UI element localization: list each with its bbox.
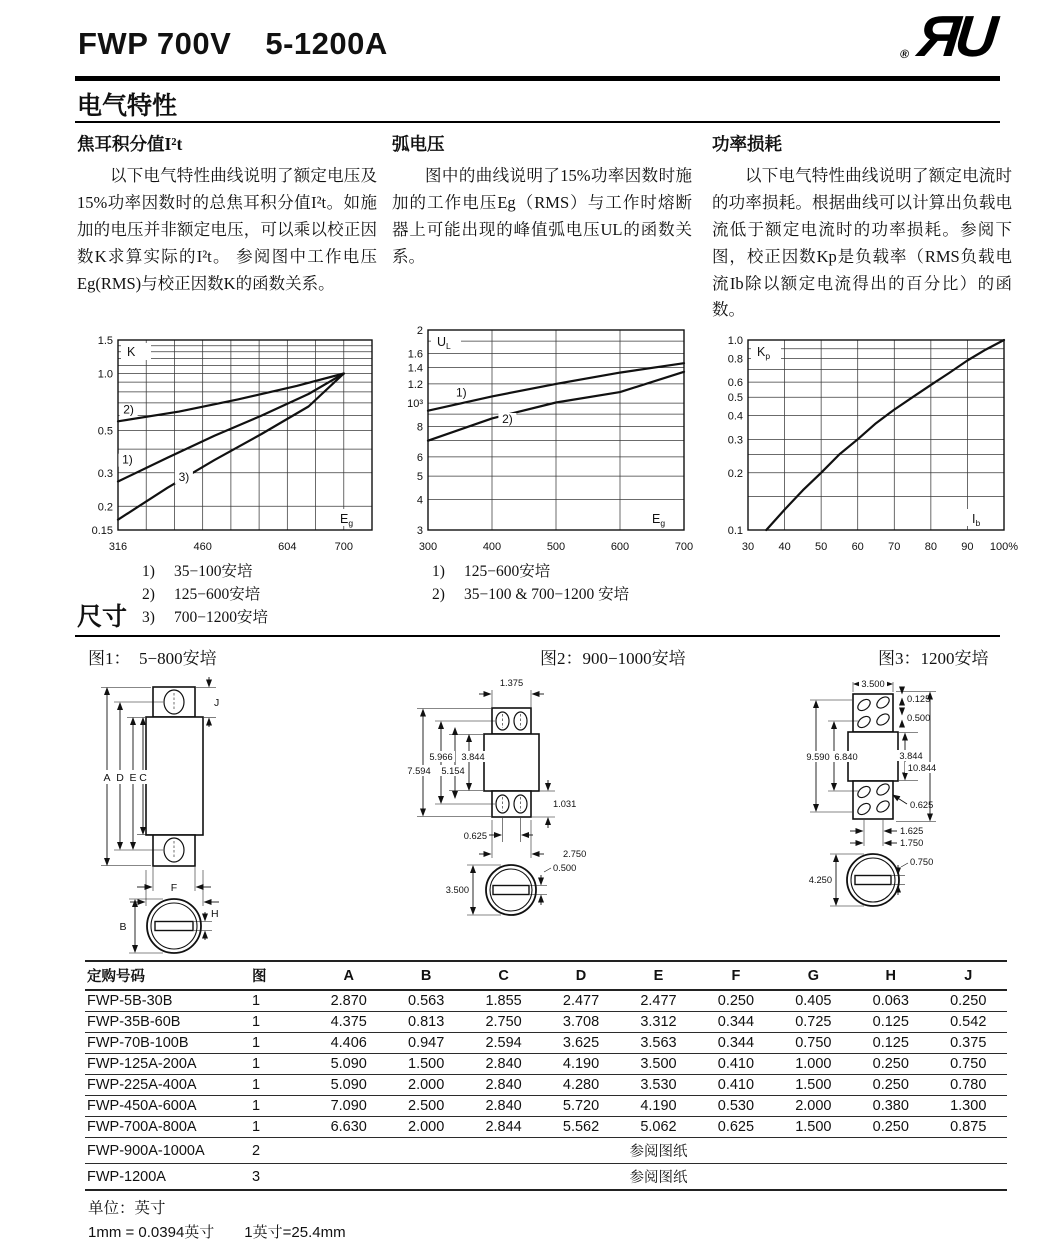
- dim-7594: 7.594: [407, 766, 431, 776]
- col-header-定购号码: 定购号码: [85, 961, 247, 990]
- figure-ref: 2: [247, 1138, 310, 1164]
- title-model: FWP 700V: [78, 26, 232, 61]
- table-row: [85, 990, 1007, 1012]
- svg-text:0.3: 0.3: [97, 467, 113, 480]
- i2t-heading: 焦耳积分值I²t: [77, 134, 183, 154]
- svg-text:1.0: 1.0: [727, 335, 743, 347]
- dim-value: 5.562: [542, 1117, 619, 1138]
- col-header-E: E: [620, 961, 697, 990]
- chart-power-loss-kp: [708, 330, 1019, 556]
- section-dimensions-title: 尺寸: [77, 604, 128, 631]
- svg-text:Ib: $I_b$: [972, 512, 981, 528]
- dim-value: 4.190: [542, 1054, 619, 1075]
- dim-value: 0.344: [697, 1012, 774, 1033]
- figure-ref: 1: [247, 1075, 310, 1096]
- svg-text:Eg: $E_g$: [340, 512, 354, 528]
- electrical-rule: [75, 121, 1000, 123]
- svg-text:K: K: [127, 345, 136, 359]
- svg-text:90: 90: [961, 541, 974, 553]
- dim-value: 2.840: [465, 1075, 542, 1096]
- legend-item: 3) 700−1200安培: [142, 609, 268, 626]
- column-i2t: [77, 131, 377, 297]
- dim-3500-top: 3.500: [861, 679, 885, 689]
- table-row: [85, 1033, 1007, 1054]
- figure2-caption: 图2：900−1000安培: [540, 649, 686, 668]
- table-row: [85, 1164, 1007, 1191]
- table-row: [85, 1138, 1007, 1164]
- dim-5966: 5.966: [429, 752, 453, 762]
- dim-value: 2.594: [465, 1033, 542, 1054]
- spec-table: [85, 960, 1007, 1191]
- power-loss-heading: 功率损耗: [712, 134, 782, 154]
- table-row: [85, 1054, 1007, 1075]
- figure1-caption: 图1： 5−800安培: [88, 649, 217, 668]
- see-drawing-note: 参阅图纸: [310, 1138, 1007, 1164]
- dim-2750: 2.750: [563, 849, 587, 859]
- arc-voltage-heading: 弧电压: [392, 134, 445, 154]
- dim-1375: 1.375: [499, 678, 524, 688]
- dim-value: 0.250: [852, 1075, 929, 1096]
- dim-value: 0.063: [852, 990, 929, 1012]
- svg-text:1.6: 1.6: [407, 348, 423, 361]
- dim-value: 4.375: [310, 1012, 387, 1033]
- dim-3844: 3.844: [461, 752, 485, 762]
- part-number: FWP-900A-1000A: [85, 1138, 247, 1164]
- col-header-C: C: [465, 961, 542, 990]
- svg-text:316: 316: [108, 541, 128, 553]
- figure-ref: 1: [247, 1012, 310, 1033]
- dim-value: 3.563: [620, 1033, 697, 1054]
- dim-value: 0.813: [387, 1012, 464, 1033]
- dim-value: 5.090: [310, 1054, 387, 1075]
- col-header-J: J: [930, 961, 1008, 990]
- dim-value: 7.090: [310, 1096, 387, 1117]
- figure-3-drawing: [806, 674, 1039, 964]
- table-row: [85, 1117, 1007, 1138]
- dim-value: 1.500: [775, 1075, 852, 1096]
- part-number: FWP-5B-30B: [85, 990, 247, 1012]
- dim-4250: 4.250: [808, 875, 832, 885]
- dim-value: 0.410: [697, 1054, 774, 1075]
- svg-text:0.15: 0.15: [91, 525, 113, 537]
- page-title: [78, 26, 388, 62]
- dim-0625: 0.625: [463, 831, 487, 841]
- svg-text:4: 4: [416, 494, 423, 507]
- dim-5154: 5.154: [441, 766, 465, 776]
- svg-text:0.6: 0.6: [727, 377, 743, 390]
- svg-text:1): 1): [455, 385, 467, 400]
- svg-text:0.4: 0.4: [727, 410, 743, 423]
- conversion-note: 1mm = 0.0394英寸 1英寸=25.4mm: [88, 1224, 346, 1241]
- dim-label-c: C: [139, 772, 147, 784]
- svg-text:UL: $U_L$: [437, 335, 451, 351]
- dim-value: 1.300: [930, 1096, 1008, 1117]
- dim-value: 3.530: [620, 1075, 697, 1096]
- dim-value: 0.750: [930, 1054, 1008, 1075]
- svg-text:400: 400: [482, 541, 502, 553]
- part-number: FWP-225A-400A: [85, 1075, 247, 1096]
- svg-text:0.5: 0.5: [727, 392, 743, 405]
- dim-0625-f3: 0.625: [910, 800, 934, 810]
- svg-text:1.0: 1.0: [97, 368, 113, 381]
- dim-value: 4.190: [620, 1096, 697, 1117]
- dim-0500-row: 0.500: [907, 713, 931, 723]
- column-power-loss: [712, 131, 1012, 324]
- dim-value: 2.840: [465, 1054, 542, 1075]
- col-header-B: B: [387, 961, 464, 990]
- dim-1750: 1.750: [900, 838, 924, 848]
- dim-1031: 1.031: [553, 799, 577, 809]
- dim-value: 2.000: [387, 1075, 464, 1096]
- svg-text:1): 1): [122, 452, 133, 467]
- registered-mark: ®: [899, 47, 910, 61]
- col-header-A: A: [310, 961, 387, 990]
- dim-value: 0.125: [852, 1033, 929, 1054]
- dim-9590: 9.590: [806, 752, 830, 762]
- svg-text:700: 700: [674, 541, 694, 553]
- dim-value: 0.875: [930, 1117, 1008, 1138]
- svg-text:60: 60: [851, 541, 864, 553]
- column-arc-voltage: [392, 131, 692, 271]
- dim-value: 2.000: [387, 1117, 464, 1138]
- dim-value: 0.542: [930, 1012, 1008, 1033]
- dim-value: 0.250: [697, 990, 774, 1012]
- dim-value: 2.750: [465, 1012, 542, 1033]
- dim-value: 3.708: [542, 1012, 619, 1033]
- col-header-图: 图: [247, 961, 310, 990]
- dim-value: 3.500: [620, 1054, 697, 1075]
- svg-text:600: 600: [610, 541, 630, 553]
- svg-text:80: 80: [924, 541, 938, 553]
- figure-ref: 3: [247, 1164, 310, 1191]
- chart-arc-voltage-ul: [388, 320, 694, 556]
- svg-text:300: 300: [418, 541, 438, 553]
- dim-value: 2.477: [542, 990, 619, 1012]
- table-row: [85, 1012, 1007, 1033]
- dim-value: 0.375: [930, 1033, 1008, 1054]
- dim-label-f: F: [170, 882, 178, 894]
- svg-text:460: 460: [193, 541, 212, 553]
- dim-value: 1.500: [387, 1054, 464, 1075]
- dim-value: 0.410: [697, 1075, 774, 1096]
- svg-text:1.5: 1.5: [97, 335, 113, 347]
- dim-value: 0.750: [775, 1033, 852, 1054]
- legend-item: 2) 125−600安培: [142, 586, 261, 603]
- svg-text:40: 40: [778, 541, 791, 553]
- part-number: FWP-1200A: [85, 1164, 247, 1191]
- dim-10844: 10.844: [907, 763, 937, 773]
- unit-note: 单位：英寸: [88, 1200, 166, 1217]
- dim-0125: 0.125: [907, 694, 931, 704]
- i2t-body: 以下电气特性曲线说明了额定电压及15%功率因数时的总焦耳积分值I²t。如施加的电压并非额定电压，可以乘以校正因数K求算实际的I²t。 参阅图中工作电压Eg(RMS)与校正因数K的函数关系。: [77, 166, 377, 293]
- table-row: [85, 1075, 1007, 1096]
- svg-text:3): 3): [178, 469, 190, 484]
- figure-1-drawing: [85, 674, 285, 964]
- part-number: FWP-700A-800A: [85, 1117, 247, 1138]
- svg-text:2: 2: [416, 325, 423, 337]
- part-number: FWP-35B-60B: [85, 1012, 247, 1033]
- figure-ref: 1: [247, 1096, 310, 1117]
- dim-value: 2.840: [465, 1096, 542, 1117]
- dim-value: 5.720: [542, 1096, 619, 1117]
- figure-ref: 1: [247, 990, 310, 1012]
- svg-text:2): 2): [502, 412, 513, 426]
- svg-text:700: 700: [334, 541, 353, 553]
- header-rule: [75, 76, 1000, 81]
- dim-1625: 1.625: [900, 826, 924, 836]
- dim-value: 2.500: [387, 1096, 464, 1117]
- dim-value: 0.250: [852, 1054, 929, 1075]
- dim-value: 0.405: [775, 990, 852, 1012]
- part-number: FWP-450A-600A: [85, 1096, 247, 1117]
- dim-value: 0.947: [387, 1033, 464, 1054]
- dim-label-j: J: [214, 697, 220, 709]
- svg-text:Eg: $E_g$: [652, 512, 666, 528]
- dim-3500: 3.500: [445, 885, 469, 895]
- svg-text:0.1: 0.1: [727, 525, 743, 537]
- col-header-H: H: [852, 961, 929, 990]
- table-row: [85, 1096, 1007, 1117]
- dim-value: 3.625: [542, 1033, 619, 1054]
- dim-6840: 6.840: [834, 752, 858, 762]
- col-header-F: F: [697, 961, 774, 990]
- figure-ref: 1: [247, 1054, 310, 1075]
- dim-value: 0.625: [697, 1117, 774, 1138]
- dim-value: 6.630: [310, 1117, 387, 1138]
- svg-text:0.8: 0.8: [727, 353, 743, 366]
- svg-text:0.5: 0.5: [97, 425, 113, 438]
- chart1-legend: [142, 559, 268, 628]
- legend-item: 1) 35−100安培: [142, 563, 253, 580]
- svg-text:30: 30: [741, 541, 755, 553]
- dim-value: 2.844: [465, 1117, 542, 1138]
- dim-value: 1.855: [465, 990, 542, 1012]
- dim-value: 0.344: [697, 1033, 774, 1054]
- dim-0750: 0.750: [910, 857, 934, 867]
- dim-value: 0.563: [387, 990, 464, 1012]
- dim-label-a: A: [103, 772, 111, 784]
- dim-value: 0.530: [697, 1096, 774, 1117]
- dim-3844: 3.844: [899, 751, 923, 761]
- svg-text:100%: 100%: [989, 541, 1019, 553]
- dimensions-rule: [75, 635, 1000, 637]
- svg-text:50: 50: [814, 541, 828, 553]
- power-loss-body: 以下电气特性曲线说明了额定电流时的功率损耗。根据曲线可以计算出负载电流低于额定电流时的功率损耗。参阅下图，校正因数Kp是负载率（RMS负载电流Ib除以额定电流得出的百分比）的函数。: [712, 166, 1012, 320]
- legend-item: 1) 125−600安培: [432, 563, 551, 580]
- dim-value: 1.500: [775, 1117, 852, 1138]
- dim-value: 2.870: [310, 990, 387, 1012]
- chart-correction-factor-k: [78, 330, 378, 556]
- dim-value: 0.725: [775, 1012, 852, 1033]
- figure-2-drawing: [403, 674, 653, 964]
- title-range: 5-1200A: [265, 26, 388, 61]
- dim-value: 3.312: [620, 1012, 697, 1033]
- figure-ref: 1: [247, 1033, 310, 1054]
- dim-label-e: E: [129, 772, 137, 784]
- part-number: FWP-70B-100B: [85, 1033, 247, 1054]
- dim-label-d: D: [116, 772, 124, 784]
- section-electrical-title: 电气特性: [77, 93, 178, 120]
- dim-value: 0.125: [852, 1012, 929, 1033]
- dim-value: 5.090: [310, 1075, 387, 1096]
- svg-text:3: 3: [416, 525, 423, 537]
- svg-text:10³: 10³: [407, 398, 423, 411]
- svg-text:0.2: 0.2: [727, 467, 743, 480]
- svg-text:2): 2): [123, 402, 134, 417]
- dim-value: 0.250: [852, 1117, 929, 1138]
- dim-value: 2.477: [620, 990, 697, 1012]
- svg-text:604: 604: [278, 541, 297, 553]
- ul-recognized-icon: ® ЯU: [899, 4, 996, 69]
- svg-text:70: 70: [888, 541, 901, 553]
- dim-value: 0.380: [852, 1096, 929, 1117]
- dim-value: 0.250: [930, 990, 1008, 1012]
- chart2-legend: [432, 559, 629, 605]
- svg-text:Kp: $K_p$: [757, 345, 771, 361]
- col-header-G: G: [775, 961, 852, 990]
- legend-item: 2) 35−100 & 700−1200 安培: [432, 586, 630, 603]
- svg-text:1.2: 1.2: [407, 378, 423, 391]
- figure3-caption: 图3：1200安培: [878, 649, 989, 668]
- dim-value: 5.062: [620, 1117, 697, 1138]
- dim-value: 4.406: [310, 1033, 387, 1054]
- arc-voltage-body: 图中的曲线说明了15%功率因数时施加的工作电压Eg（RMS）与工作时熔断器上可能出现的峰值弧电压UL的函数关系。: [392, 166, 692, 266]
- see-drawing-note: 参阅图纸: [310, 1164, 1007, 1191]
- dim-value: 2.000: [775, 1096, 852, 1117]
- svg-text:1.4: 1.4: [407, 362, 423, 375]
- svg-text:6: 6: [416, 451, 423, 464]
- dim-value: 1.000: [775, 1054, 852, 1075]
- dim-0500: 0.500: [553, 863, 577, 873]
- svg-text:0.2: 0.2: [97, 501, 113, 514]
- svg-text:5: 5: [416, 471, 423, 484]
- svg-text:0.3: 0.3: [727, 434, 743, 447]
- svg-text:8: 8: [416, 421, 423, 434]
- dim-label-b: B: [119, 921, 127, 933]
- figure-ref: 1: [247, 1117, 310, 1138]
- dim-value: 4.280: [542, 1075, 619, 1096]
- svg-text:500: 500: [546, 541, 566, 553]
- col-header-D: D: [542, 961, 619, 990]
- dim-label-h: H: [211, 908, 219, 920]
- part-number: FWP-125A-200A: [85, 1054, 247, 1075]
- dim-value: 0.780: [930, 1075, 1008, 1096]
